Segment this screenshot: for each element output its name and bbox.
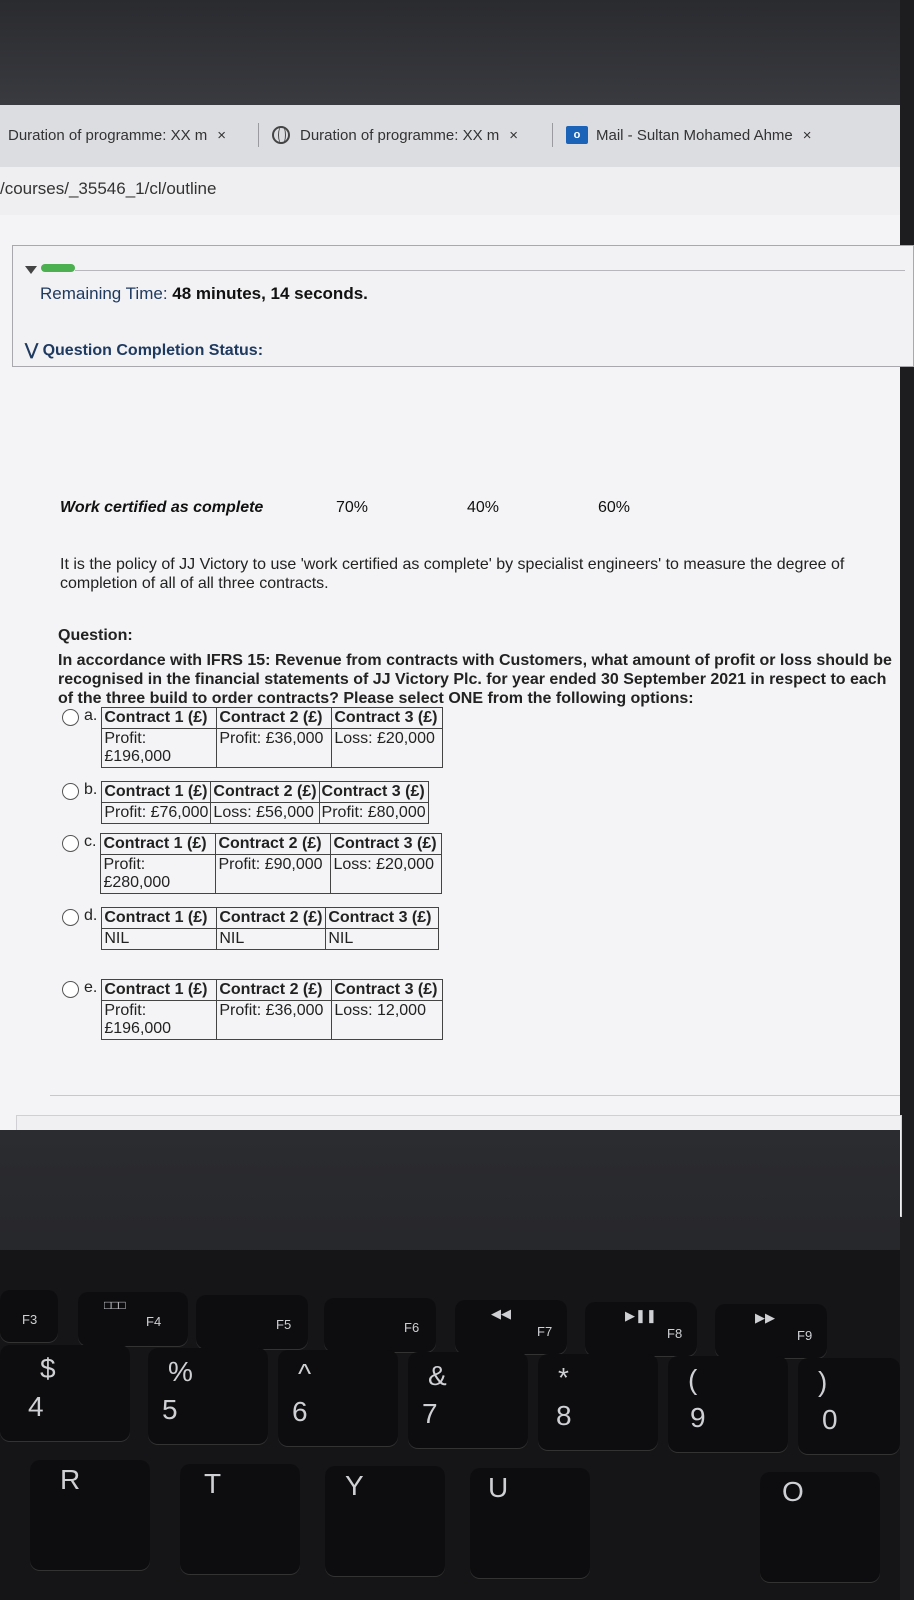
- key-f5[interactable]: [196, 1295, 308, 1349]
- option-d[interactable]: [62, 907, 439, 950]
- option-letter: a.: [84, 707, 98, 724]
- key-digit: 4: [28, 1391, 44, 1422]
- option-b[interactable]: [62, 781, 429, 824]
- percentage-contract-1: 70%: [336, 499, 369, 516]
- table-header: Contract 1 (£): [102, 782, 211, 803]
- collapse-triangle-icon[interactable]: [25, 266, 37, 274]
- table-cell: NIL: [326, 929, 439, 950]
- laptop-keyboard: [0, 1130, 900, 1600]
- option-table: [101, 979, 443, 1040]
- globe-icon: [272, 126, 290, 144]
- option-table: [101, 907, 439, 950]
- option-letter: c.: [84, 833, 97, 850]
- option-table: [100, 833, 442, 894]
- key-digit: 6: [292, 1396, 308, 1427]
- radio-button[interactable]: [62, 981, 79, 998]
- tab-separator: [552, 123, 553, 147]
- table-header: Contract 1 (£): [102, 908, 217, 929]
- key-6[interactable]: [278, 1350, 398, 1446]
- key-label: F5: [276, 1317, 292, 1332]
- key-symbol: ^: [298, 1358, 312, 1389]
- key-letter: R: [60, 1464, 81, 1495]
- radio-button[interactable]: [62, 835, 79, 852]
- progress-track: [75, 270, 905, 271]
- outlook-icon: o: [566, 126, 588, 144]
- completion-status-label: Question Completion Status:: [42, 342, 264, 359]
- rewind-icon: ◀◀: [491, 1306, 511, 1321]
- table-header: Contract 3 (£): [331, 834, 442, 855]
- status-panel: [12, 245, 914, 367]
- table-header: Contract 3 (£): [319, 782, 428, 803]
- table-header: Contract 3 (£): [332, 980, 443, 1001]
- table-header: Contract 2 (£): [217, 708, 332, 729]
- table-cell: Profit: £36,000: [217, 1001, 332, 1040]
- question-label: Question:: [58, 627, 133, 644]
- key-digit: 8: [556, 1400, 572, 1431]
- progress-bar: [41, 264, 75, 272]
- table-cell: Profit: £76,000: [102, 803, 211, 824]
- question-text: In accordance with IFRS 15: Revenue from contracts with Customers, what amount of profit or loss should be recognised in the financial statements of JJ Victory Plc. for year ended 30 September 2021 in respect to each of the three build to order contracts? Please select ONE from the following options:: [58, 652, 892, 707]
- policy-text: It is the policy of JJ Victory to use 'work certified as complete' by specialist engineers' to measure the degree of completion of all of all three contracts.: [60, 556, 845, 592]
- key-symbol: %: [168, 1356, 193, 1387]
- table-cell: NIL: [102, 929, 217, 950]
- fast-forward-icon: ▶▶: [755, 1310, 775, 1325]
- table-header: Contract 3 (£): [326, 908, 439, 929]
- key-symbol: $: [40, 1353, 56, 1384]
- close-tab-icon[interactable]: ×: [509, 126, 519, 144]
- launchpad-icon: □□□: [104, 1298, 126, 1312]
- percentage-contract-2: 40%: [467, 499, 500, 516]
- table-cell: NIL: [217, 929, 326, 950]
- table-cell: Profit: £36,000: [217, 729, 332, 768]
- question-completion-status[interactable]: [25, 340, 263, 360]
- table-cell: Profit: £90,000: [216, 855, 331, 894]
- key-f7[interactable]: [455, 1300, 567, 1354]
- key-f8[interactable]: [585, 1302, 697, 1356]
- chevron-down-icon: ⋁: [25, 342, 43, 359]
- key-o[interactable]: [760, 1472, 880, 1582]
- key-symbol: *: [558, 1362, 569, 1393]
- option-letter: d.: [84, 907, 98, 924]
- key-label: F6: [404, 1320, 420, 1335]
- address-bar[interactable]: [0, 167, 900, 215]
- option-table: [101, 781, 428, 824]
- key-7[interactable]: [408, 1352, 528, 1448]
- tab-mail[interactable]: [566, 119, 812, 151]
- table-cell: Loss: £56,000: [211, 803, 319, 824]
- tab-duration-2[interactable]: [272, 119, 518, 151]
- key-4[interactable]: [0, 1345, 130, 1441]
- close-tab-icon[interactable]: ×: [217, 126, 227, 144]
- key-f9[interactable]: [715, 1304, 827, 1358]
- radio-button[interactable]: [62, 783, 79, 800]
- key-0[interactable]: [798, 1358, 900, 1454]
- key-label: F7: [537, 1324, 553, 1339]
- key-digit: 5: [162, 1394, 178, 1425]
- key-8[interactable]: [538, 1354, 658, 1450]
- key-symbol: &: [428, 1360, 447, 1391]
- table-cell: Profit: £80,000: [319, 803, 428, 824]
- work-certified-label: Work certified as complete: [60, 499, 264, 516]
- remaining-time: [40, 284, 368, 304]
- key-r[interactable]: [30, 1460, 150, 1570]
- key-f4[interactable]: [78, 1292, 188, 1346]
- key-digit: 9: [690, 1402, 706, 1433]
- key-letter: Y: [345, 1470, 364, 1501]
- play-pause-icon: ▶❚❚: [625, 1308, 657, 1323]
- key-f6[interactable]: [324, 1298, 436, 1352]
- tab-separator: [258, 123, 259, 147]
- remaining-value: 48 minutes, 14 seconds.: [172, 284, 368, 303]
- key-digit: 0: [822, 1404, 838, 1435]
- key-symbol: (: [688, 1364, 698, 1395]
- option-letter: e.: [84, 979, 98, 996]
- key-9[interactable]: [668, 1356, 788, 1452]
- tab-label: Duration of programme: XX m: [300, 126, 500, 144]
- key-symbol: ): [818, 1366, 828, 1397]
- key-u[interactable]: [470, 1468, 590, 1578]
- key-label: F8: [667, 1326, 683, 1341]
- key-label: F3: [22, 1312, 38, 1327]
- option-c[interactable]: [62, 833, 442, 894]
- laptop-bezel: [0, 0, 900, 110]
- table-header: Contract 1 (£): [102, 980, 217, 1001]
- table-cell: Profit: £196,000: [102, 1001, 217, 1040]
- table-header: Contract 2 (£): [217, 908, 326, 929]
- radio-button[interactable]: [62, 909, 79, 926]
- table-header: Contract 1 (£): [101, 834, 216, 855]
- key-label: F9: [797, 1328, 813, 1343]
- divider: [50, 1095, 900, 1096]
- table-cell: Loss: £20,000: [331, 855, 442, 894]
- table-cell: Profit: £196,000: [102, 729, 217, 768]
- close-tab-icon[interactable]: ×: [802, 126, 812, 144]
- key-letter: T: [204, 1468, 222, 1499]
- table-cell: Profit: £280,000: [101, 855, 216, 894]
- option-table: [101, 707, 443, 768]
- table-header: Contract 2 (£): [211, 782, 319, 803]
- option-e[interactable]: [62, 979, 443, 1040]
- address-text: /courses/_35546_1/cl/outline: [0, 179, 217, 198]
- key-t[interactable]: [180, 1464, 300, 1574]
- key-f3[interactable]: [0, 1290, 58, 1342]
- key-digit: 7: [422, 1398, 438, 1429]
- table-header: Contract 1 (£): [102, 708, 217, 729]
- browser-window: [0, 105, 900, 1130]
- test-page: [0, 215, 900, 1130]
- tab-duration-1[interactable]: [8, 119, 226, 151]
- tab-label: Mail - Sultan Mohamed Ahme: [596, 126, 793, 144]
- option-letter: b.: [84, 781, 98, 798]
- table-header: Contract 2 (£): [216, 834, 331, 855]
- table-header: Contract 3 (£): [332, 708, 443, 729]
- option-a[interactable]: [62, 707, 443, 768]
- key-letter: O: [782, 1476, 804, 1507]
- table-cell: Loss: £20,000: [332, 729, 443, 768]
- remaining-label: Remaining Time:: [40, 284, 168, 303]
- percentage-contract-3: 60%: [598, 499, 631, 516]
- tab-bar: [0, 105, 900, 167]
- radio-button[interactable]: [62, 709, 79, 726]
- key-label: F4: [146, 1314, 162, 1329]
- key-y[interactable]: [325, 1466, 445, 1576]
- table-cell: Loss: 12,000: [332, 1001, 443, 1040]
- key-5[interactable]: [148, 1348, 268, 1444]
- tab-label: Duration of programme: XX m: [8, 126, 208, 144]
- key-letter: U: [488, 1472, 509, 1503]
- table-header: Contract 2 (£): [217, 980, 332, 1001]
